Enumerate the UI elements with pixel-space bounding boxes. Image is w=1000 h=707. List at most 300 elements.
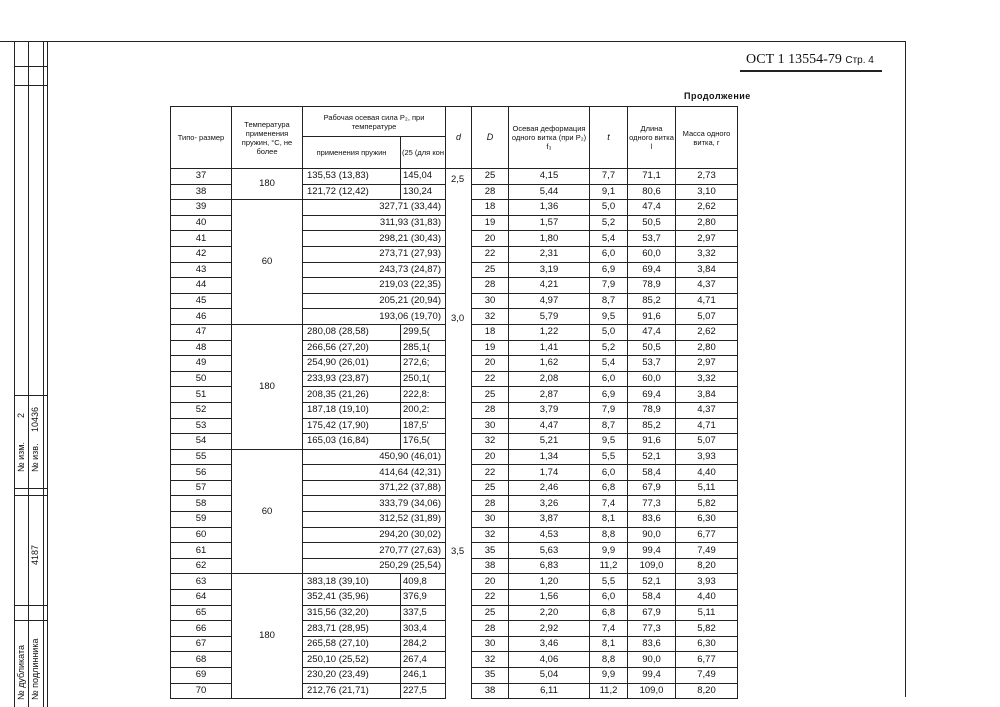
row-d (446, 668, 472, 684)
row-length: 60,0 (628, 246, 676, 262)
row-axial-force-usage (303, 387, 401, 403)
axial-force-usage-value: 175,42 (17,90) (307, 419, 369, 431)
row-t: 8,1 (590, 636, 628, 652)
row-D: 32 (472, 309, 509, 325)
row-t: 6,0 (590, 246, 628, 262)
row-type-size: 42 (171, 246, 232, 262)
row-t: 5,2 (590, 215, 628, 231)
frame-line-left (47, 41, 48, 707)
row-D: 30 (472, 512, 509, 528)
row-type-size: 59 (171, 512, 232, 528)
row-deformation: 5,79 (509, 309, 590, 325)
row-axial-force-20: 200,2: (401, 402, 446, 418)
axial-force-usage-value: 187,18 (19,10) (307, 404, 369, 416)
axial-force-usage-value: 383,18 (39,10) (307, 575, 369, 587)
row-mass: 4,71 (676, 293, 738, 309)
axial-force-value: 450,90 (46,01) (379, 450, 441, 462)
row-length: 71,1 (628, 169, 676, 185)
row-length: 99,4 (628, 543, 676, 559)
row-mass: 5,07 (676, 434, 738, 450)
row-deformation: 3,19 (509, 262, 590, 278)
axial-force-value: 311,93 (31,83) (379, 217, 441, 229)
row-mass: 8,20 (676, 683, 738, 699)
row-mass: 4,37 (676, 278, 738, 294)
row-axial-force-usage (303, 169, 401, 185)
row-axial-force-20: 267,4 (401, 652, 446, 668)
row-length: 77,3 (628, 496, 676, 512)
row-t: 5,4 (590, 231, 628, 247)
row-type-size: 68 (171, 652, 232, 668)
row-deformation: 2,46 (509, 480, 590, 496)
top-frame-line (0, 41, 905, 42)
row-D: 22 (472, 590, 509, 606)
row-mass: 5,82 (676, 621, 738, 637)
row-temperature: 180 (232, 574, 303, 699)
row-D: 25 (472, 387, 509, 403)
row-length: 69,4 (628, 262, 676, 278)
row-length: 80,6 (628, 184, 676, 200)
row-axial-force-full (303, 465, 446, 481)
row-axial-force-20: 227,5 (401, 683, 446, 699)
row-type-size: 66 (171, 621, 232, 637)
row-axial-force-full (303, 558, 446, 574)
row-deformation: 3,87 (509, 512, 590, 528)
row-axial-force-full (303, 449, 446, 465)
row-length: 91,6 (628, 434, 676, 450)
axial-force-value: 333,79 (34,06) (379, 497, 441, 509)
row-deformation: 5,63 (509, 543, 590, 559)
row-d (446, 590, 472, 606)
row-axial-force-full (303, 309, 446, 325)
row-t: 7,7 (590, 169, 628, 185)
axial-force-usage-value: 280,08 (28,58) (307, 326, 369, 338)
row-type-size: 51 (171, 387, 232, 403)
row-t: 8,1 (590, 512, 628, 528)
col-D: D (472, 107, 509, 169)
row-length: 67,9 (628, 605, 676, 621)
row-length: 67,9 (628, 480, 676, 496)
col-temperature: Температура применения пружин, °С, не более (232, 107, 303, 169)
row-axial-force-20: 145,04 (401, 169, 446, 185)
stamp-line (14, 395, 47, 396)
row-mass: 7,49 (676, 668, 738, 684)
frame-line-right (905, 41, 906, 697)
row-t: 9,9 (590, 543, 628, 559)
row-type-size: 37 (171, 169, 232, 185)
table-row (171, 200, 738, 216)
row-d (446, 558, 472, 574)
col-d: d (446, 107, 472, 169)
row-mass: 8,20 (676, 558, 738, 574)
row-mass: 3,93 (676, 574, 738, 590)
row-t: 5,5 (590, 574, 628, 590)
row-type-size: 52 (171, 402, 232, 418)
row-d (446, 402, 472, 418)
row-type-size: 50 (171, 371, 232, 387)
row-length: 99,4 (628, 668, 676, 684)
row-mass: 3,93 (676, 449, 738, 465)
axial-force-value: 250,29 (25,54) (379, 560, 441, 572)
row-length: 58,4 (628, 465, 676, 481)
row-d (446, 683, 472, 699)
row-mass: 3,84 (676, 387, 738, 403)
row-t: 6,0 (590, 590, 628, 606)
row-axial-force-usage (303, 184, 401, 200)
row-D: 30 (472, 293, 509, 309)
row-mass: 7,49 (676, 543, 738, 559)
row-d (446, 574, 472, 590)
row-d (446, 184, 472, 200)
stamp-orig-label: № подлинника (30, 638, 40, 700)
row-deformation: 1,80 (509, 231, 590, 247)
axial-force-usage-value: 315,56 (32,20) (307, 606, 369, 618)
row-axial-force-full (303, 246, 446, 262)
d-value: 3,0 (451, 313, 465, 324)
row-deformation: 1,56 (509, 590, 590, 606)
axial-force-usage-value: 352,41 (35,96) (307, 591, 369, 603)
row-D: 35 (472, 543, 509, 559)
row-length: 50,5 (628, 340, 676, 356)
row-axial-force-20: 130,24 (401, 184, 446, 200)
axial-force-value: 205,21 (20,94) (379, 295, 441, 307)
row-deformation: 2,92 (509, 621, 590, 637)
document-code: ОСТ 1 13554-79 (746, 52, 842, 67)
col-mass: Масса одного витка, г (676, 107, 738, 169)
row-length: 85,2 (628, 418, 676, 434)
row-deformation: 5,04 (509, 668, 590, 684)
row-deformation: 1,57 (509, 215, 590, 231)
row-mass: 2,80 (676, 340, 738, 356)
d-value: 3,5 (451, 546, 465, 557)
row-mass: 3,32 (676, 371, 738, 387)
stamp-line (14, 66, 47, 67)
row-type-size: 46 (171, 309, 232, 325)
row-D: 20 (472, 449, 509, 465)
row-axial-force-full (303, 262, 446, 278)
spec-table-body (171, 169, 738, 699)
col-deformation: Осевая деформация одного витка (при P₂) f₃ (509, 107, 590, 169)
row-t: 8,7 (590, 293, 628, 309)
col-force-20: (25 (для кон (401, 137, 446, 169)
row-axial-force-usage (303, 668, 401, 684)
row-length: 52,1 (628, 449, 676, 465)
row-t: 6,9 (590, 262, 628, 278)
row-t: 5,5 (590, 449, 628, 465)
row-axial-force-20: 176,5( (401, 434, 446, 450)
row-axial-force-20: 222,8: (401, 387, 446, 403)
row-axial-force-20: 376,9 (401, 590, 446, 606)
row-type-size: 55 (171, 449, 232, 465)
row-D: 22 (472, 465, 509, 481)
row-d (446, 512, 472, 528)
row-type-size: 39 (171, 200, 232, 216)
row-axial-force-full (303, 293, 446, 309)
row-deformation: 1,36 (509, 200, 590, 216)
row-d (446, 480, 472, 496)
row-axial-force-20: 299,5( (401, 324, 446, 340)
row-type-size: 41 (171, 231, 232, 247)
axial-force-usage-value: 254,90 (26,01) (307, 357, 369, 369)
row-type-size: 38 (171, 184, 232, 200)
col-axial-force: Рабочая осевая сила P₂, при температуре (303, 107, 446, 137)
row-deformation: 1,34 (509, 449, 590, 465)
row-mass: 4,40 (676, 465, 738, 481)
axial-force-value: 298,21 (30,43) (379, 232, 441, 244)
row-D: 30 (472, 418, 509, 434)
row-D: 30 (472, 636, 509, 652)
d-value: 2,5 (451, 174, 465, 185)
row-axial-force-20: 246,1 (401, 668, 446, 684)
row-mass: 6,77 (676, 527, 738, 543)
row-type-size: 60 (171, 527, 232, 543)
row-deformation: 1,41 (509, 340, 590, 356)
row-length: 53,7 (628, 356, 676, 372)
stamp-original-no: 4187 (30, 544, 40, 565)
row-type-size: 44 (171, 278, 232, 294)
stamp-izv-label: № изв. (30, 443, 40, 472)
row-D: 28 (472, 402, 509, 418)
row-deformation: 1,62 (509, 356, 590, 372)
row-D: 28 (472, 621, 509, 637)
axial-force-value: 312,52 (31,89) (379, 513, 441, 525)
row-D: 28 (472, 184, 509, 200)
row-d (446, 324, 472, 340)
binding-line-1 (14, 41, 15, 707)
row-t: 6,8 (590, 480, 628, 496)
row-t: 8,8 (590, 652, 628, 668)
row-type-size: 45 (171, 293, 232, 309)
table-row (171, 449, 738, 465)
row-deformation: 2,31 (509, 246, 590, 262)
axial-force-value: 371,22 (37,88) (379, 482, 441, 494)
stamp-line (14, 85, 47, 86)
row-type-size: 70 (171, 683, 232, 699)
row-axial-force-20: 303,4 (401, 621, 446, 637)
row-length: 58,4 (628, 590, 676, 606)
row-deformation: 1,22 (509, 324, 590, 340)
row-d (446, 496, 472, 512)
row-axial-force-full (303, 278, 446, 294)
col-type-size: Типо- размер (171, 107, 232, 169)
row-length: 90,0 (628, 652, 676, 668)
row-t: 6,0 (590, 371, 628, 387)
row-d (446, 465, 472, 481)
row-t: 9,5 (590, 309, 628, 325)
row-t: 8,8 (590, 527, 628, 543)
axial-force-usage-value: 230,20 (23,49) (307, 669, 369, 681)
row-deformation: 4,97 (509, 293, 590, 309)
row-deformation: 4,15 (509, 169, 590, 185)
stamp-line (14, 488, 47, 489)
row-t: 8,7 (590, 418, 628, 434)
row-deformation: 5,21 (509, 434, 590, 450)
row-deformation: 5,44 (509, 184, 590, 200)
row-D: 25 (472, 169, 509, 185)
row-D: 20 (472, 574, 509, 590)
row-axial-force-usage (303, 636, 401, 652)
row-d (446, 356, 472, 372)
row-length: 47,4 (628, 324, 676, 340)
stamp-line (14, 620, 47, 621)
row-mass: 2,62 (676, 324, 738, 340)
row-d (446, 652, 472, 668)
row-type-size: 54 (171, 434, 232, 450)
row-t: 7,4 (590, 621, 628, 637)
row-d (446, 340, 472, 356)
axial-force-usage-value: 265,58 (27,10) (307, 638, 369, 650)
row-axial-force-usage (303, 356, 401, 372)
row-axial-force-20: 250,1( (401, 371, 446, 387)
row-D: 32 (472, 434, 509, 450)
row-axial-force-full (303, 480, 446, 496)
row-d (446, 262, 472, 278)
row-mass: 4,37 (676, 402, 738, 418)
row-axial-force-20: 284,2 (401, 636, 446, 652)
row-mass: 5,11 (676, 480, 738, 496)
row-D: 19 (472, 340, 509, 356)
row-t: 9,5 (590, 434, 628, 450)
row-t: 5,2 (590, 340, 628, 356)
row-D: 25 (472, 480, 509, 496)
row-axial-force-full (303, 215, 446, 231)
row-temperature: 60 (232, 449, 303, 574)
row-deformation: 3,79 (509, 402, 590, 418)
row-mass: 2,97 (676, 356, 738, 372)
row-d (446, 293, 472, 309)
row-mass: 4,40 (676, 590, 738, 606)
row-t: 7,9 (590, 402, 628, 418)
row-D: 28 (472, 278, 509, 294)
row-length: 85,2 (628, 293, 676, 309)
row-D: 25 (472, 605, 509, 621)
row-mass: 5,82 (676, 496, 738, 512)
row-t: 7,9 (590, 278, 628, 294)
axial-force-usage-value: 283,71 (28,95) (307, 622, 369, 634)
row-deformation: 3,46 (509, 636, 590, 652)
row-mass: 2,80 (676, 215, 738, 231)
row-mass: 5,07 (676, 309, 738, 325)
row-deformation: 3,26 (509, 496, 590, 512)
row-length: 47,4 (628, 200, 676, 216)
row-type-size: 57 (171, 480, 232, 496)
row-deformation: 2,08 (509, 371, 590, 387)
row-axial-force-full (303, 231, 446, 247)
row-length: 83,6 (628, 636, 676, 652)
row-t: 6,0 (590, 465, 628, 481)
row-deformation: 6,83 (509, 558, 590, 574)
row-axial-force-20: 285,1{ (401, 340, 446, 356)
row-d (446, 605, 472, 621)
row-axial-force-20: 409,8 (401, 574, 446, 590)
axial-force-value: 273,71 (27,93) (379, 248, 441, 260)
row-type-size: 56 (171, 465, 232, 481)
row-deformation: 4,06 (509, 652, 590, 668)
row-d (446, 621, 472, 637)
row-D: 32 (472, 527, 509, 543)
row-d (446, 215, 472, 231)
row-d (446, 418, 472, 434)
row-axial-force-usage (303, 683, 401, 699)
row-type-size: 62 (171, 558, 232, 574)
row-deformation: 6,11 (509, 683, 590, 699)
row-length: 50,5 (628, 215, 676, 231)
row-axial-force-20: 187,5' (401, 418, 446, 434)
stamp-line (14, 605, 47, 606)
table-row (171, 574, 738, 590)
row-type-size: 58 (171, 496, 232, 512)
row-d (446, 371, 472, 387)
stamp-change-no: 2 (16, 412, 26, 418)
row-type-size: 49 (171, 356, 232, 372)
row-d (446, 527, 472, 543)
row-D: 18 (472, 324, 509, 340)
row-d (446, 434, 472, 450)
row-axial-force-usage (303, 371, 401, 387)
row-mass: 3,10 (676, 184, 738, 200)
row-type-size: 47 (171, 324, 232, 340)
row-t: 5,4 (590, 356, 628, 372)
axial-force-usage-value: 233,93 (23,87) (307, 373, 369, 385)
axial-force-value: 414,64 (42,31) (379, 466, 441, 478)
row-axial-force-usage (303, 605, 401, 621)
row-axial-force-usage (303, 590, 401, 606)
row-axial-force-usage (303, 652, 401, 668)
stamp-dup-label: № дубликата (16, 644, 26, 700)
row-type-size: 65 (171, 605, 232, 621)
row-length: 60,0 (628, 371, 676, 387)
axial-force-usage-value: 250,10 (25,52) (307, 653, 369, 665)
document-header (746, 52, 874, 68)
row-t: 7,4 (590, 496, 628, 512)
row-D: 35 (472, 668, 509, 684)
axial-force-value: 219,03 (22,35) (379, 279, 441, 291)
row-axial-force-full (303, 200, 446, 216)
row-axial-force-usage (303, 574, 401, 590)
axial-force-value: 327,71 (33,44) (379, 201, 441, 213)
continuation-label: Продолжение (684, 91, 751, 101)
axial-force-usage-value: 121,72 (12,42) (307, 185, 369, 197)
row-axial-force-usage (303, 324, 401, 340)
row-D: 38 (472, 683, 509, 699)
row-axial-force-full (303, 496, 446, 512)
row-t: 9,9 (590, 668, 628, 684)
axial-force-value: 193,06 (19,70) (379, 310, 441, 322)
row-axial-force-usage (303, 434, 401, 450)
row-deformation: 2,87 (509, 387, 590, 403)
row-mass: 6,30 (676, 636, 738, 652)
row-type-size: 63 (171, 574, 232, 590)
stamp-izm-label: № изм. (16, 442, 26, 472)
binding-line-3 (43, 41, 44, 707)
row-axial-force-20: 337,5 (401, 605, 446, 621)
row-mass: 6,77 (676, 652, 738, 668)
row-mass: 3,32 (676, 246, 738, 262)
row-axial-force-usage (303, 418, 401, 434)
row-t: 6,9 (590, 387, 628, 403)
row-D: 22 (472, 246, 509, 262)
row-type-size: 69 (171, 668, 232, 684)
axial-force-value: 270,77 (27,63) (379, 544, 441, 556)
row-length: 90,0 (628, 527, 676, 543)
row-deformation: 1,74 (509, 465, 590, 481)
row-t: 11,2 (590, 558, 628, 574)
row-axial-force-full (303, 527, 446, 543)
axial-force-value: 243,73 (24,87) (379, 263, 441, 275)
row-type-size: 40 (171, 215, 232, 231)
row-d (446, 449, 472, 465)
axial-force-value: 294,20 (30,02) (379, 528, 441, 540)
col-length: Длина одного витка l (628, 107, 676, 169)
